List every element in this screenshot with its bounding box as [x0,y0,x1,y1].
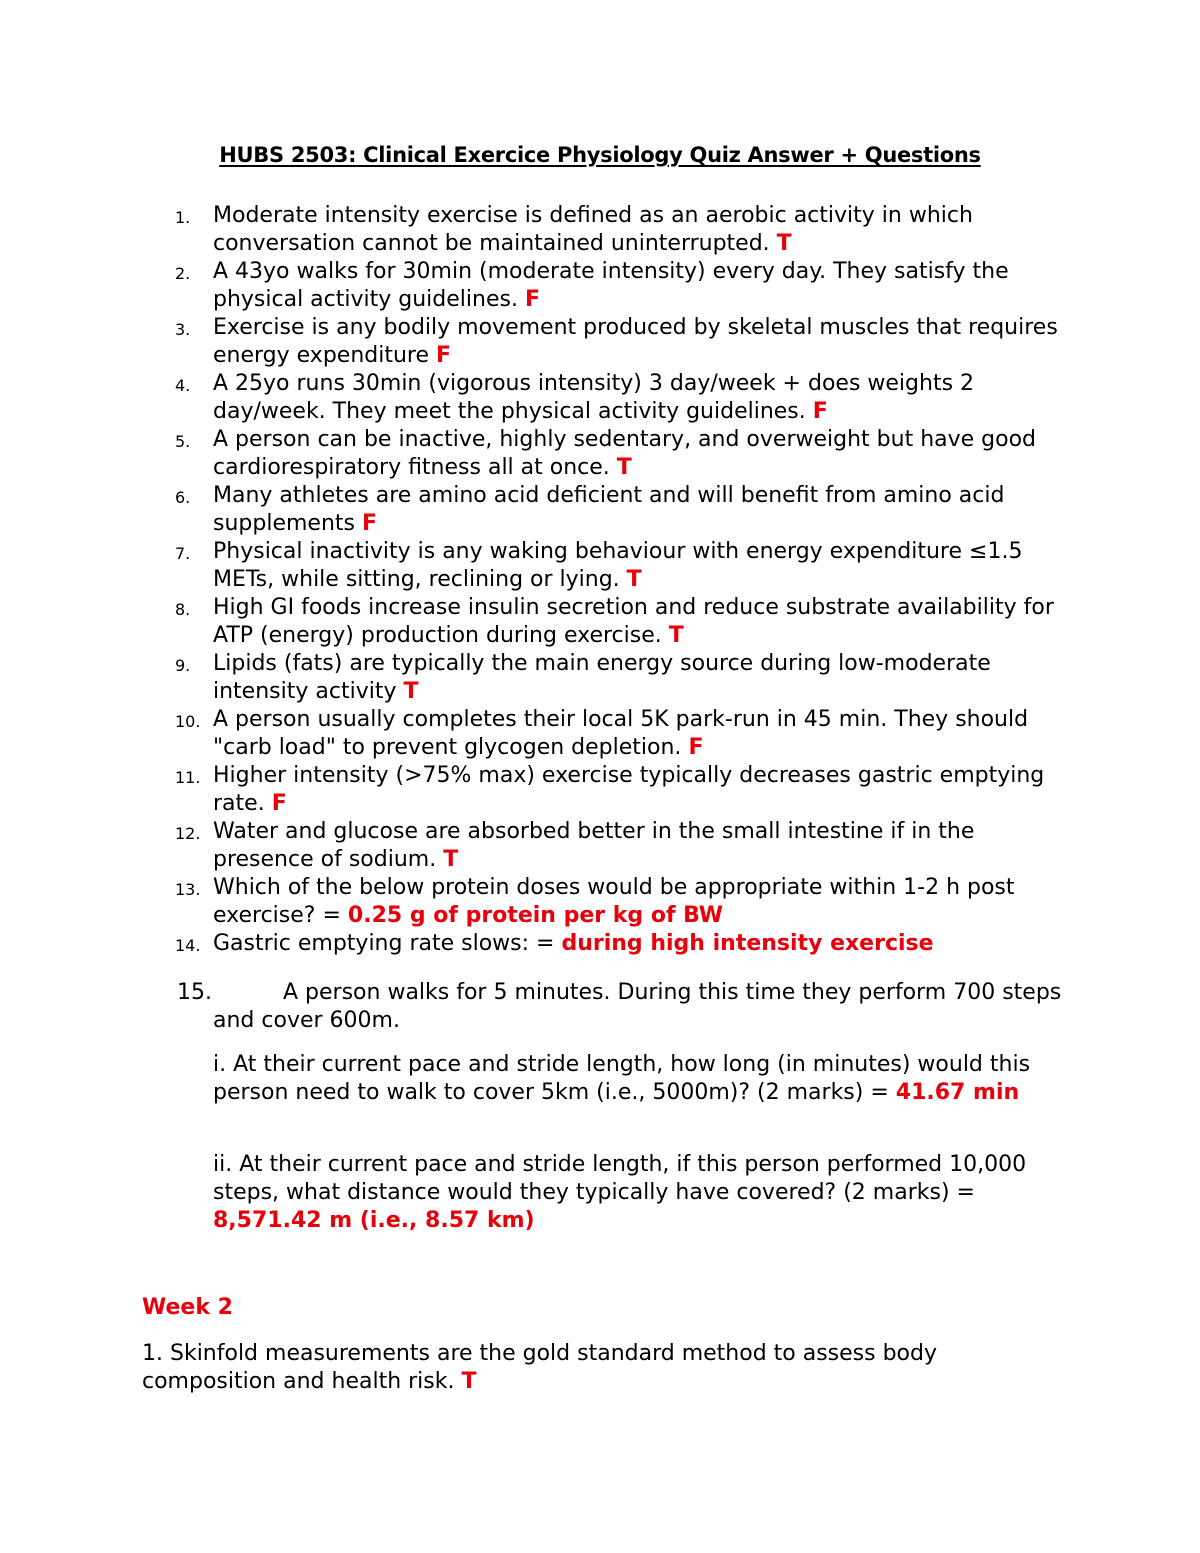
question-text: High GI foods increase insulin secretion and reduce substrate availability for ATP (energy) production during exercise. [213,595,1054,648]
answer: 41.67 min [895,1080,1020,1105]
question-15 [0,979,1200,1035]
answer: T [443,847,459,872]
question-number: 12. [175,824,201,843]
question-1 [0,202,1073,258]
question-text: Gastric emptying rate slows: = [213,931,555,956]
question-7 [0,538,1073,594]
question-9 [0,650,1073,706]
answer: T [616,455,632,480]
question-15-part-i [213,1051,1073,1107]
week-2-question-1 [142,1340,1042,1396]
answer: T [626,567,642,592]
question-10 [0,706,1073,762]
answer: 8,571.42 m (i.e., 8.57 km) [213,1208,535,1233]
question-text: Exercise is any bodily movement produced by skeletal muscles that requires energy expenditure [213,315,1058,368]
answer: during high intensity exercise [561,931,934,956]
question-6 [0,482,1073,538]
answer: 0.25 g of protein per kg of BW [347,903,724,928]
question-text: Many athletes are amino acid deficient and will benefit from amino acid supplements [213,483,1005,536]
week-2-heading: Week 2 [142,1295,233,1320]
question-15-part-ii [213,1151,1073,1235]
question-number: 10. [175,712,201,731]
question-text: Physical inactivity is any waking behaviour with energy expenditure ≤1.5 METs, while sitting, reclining or lying. [213,539,1023,592]
question-number: 14. [175,936,201,955]
question-number: 8. [175,600,191,619]
question-number: 13. [175,880,201,899]
question-number: 9. [175,656,191,675]
question-number: 15. [177,980,212,1005]
question-text: A 25yo runs 30min (vigorous intensity) 3 day/week + does weights 2 day/week. They meet the physical activity guidelines. [213,371,975,424]
question-14 [0,930,1073,958]
question-2 [0,258,1073,314]
question-list [0,202,1200,958]
part-text: ii. At their current pace and stride length, if this person performed 10,000 steps, what distance would they typically have covered? (2 marks) = [213,1152,1027,1205]
question-11 [0,762,1073,818]
question-3 [0,314,1073,370]
answer: T [461,1369,477,1394]
question-number: 3. [175,320,191,339]
question-number: 5. [175,432,191,451]
part-text: i. At their current pace and stride length, how long (in minutes) would this person need to walk to cover 5km (i.e., 5000m)? (2 marks) = [213,1052,1031,1105]
question-8 [0,594,1073,650]
answer: T [403,679,419,704]
answer: T [776,231,792,256]
answer: F [361,511,378,536]
answer: F [812,399,828,424]
question-number: 11. [175,768,201,787]
answer: F [688,735,704,760]
question-number: 7. [175,544,191,563]
question-4 [0,370,1073,426]
question-text: A person can be inactive, highly sedentary, and overweight but have good cardiorespiratory fitness all at once. [213,427,1037,480]
question-13 [0,874,1073,930]
question-5 [0,426,1073,482]
question-number: 4. [175,376,191,395]
question-text: 1. Skinfold measurements are the gold standard method to assess body composition and health risk. [142,1341,937,1394]
question-text: A person walks for 5 minutes. During this time they perform 700 steps and cover 600m. [213,980,1062,1033]
question-number: 1. [175,208,191,227]
answer: T [668,623,684,648]
question-text: Higher intensity (>75% max) exercise typically decreases gastric emptying rate. [213,763,1045,816]
question-text: Lipids (fats) are typically the main energy source during low-moderate intensity activity [213,651,991,704]
document-title: HUBS 2503: Clinical Exercice Physiology Quiz Answer + Questions [219,143,981,167]
question-text: A person usually completes their local 5K park-run in 45 min. They should "carb load" to prevent glycogen depletion. [213,707,1029,760]
question-12 [0,818,1073,874]
question-number: 6. [175,488,191,507]
question-number: 2. [175,264,191,283]
question-text: Moderate intensity exercise is defined as an aerobic activity in which conversation cannot be maintained uninterrupted. [213,203,973,256]
question-text: A 43yo walks for 30min (moderate intensity) every day. They satisfy the physical activity guidelines. [213,259,1009,312]
question-text: Water and glucose are absorbed better in the small intestine if in the presence of sodium. [213,819,975,872]
answer: F [436,343,452,368]
answer: F [524,287,540,312]
answer: F [271,791,287,816]
question-text: Which of the below protein doses would be appropriate within 1-2 h post exercise? = [213,875,1015,928]
